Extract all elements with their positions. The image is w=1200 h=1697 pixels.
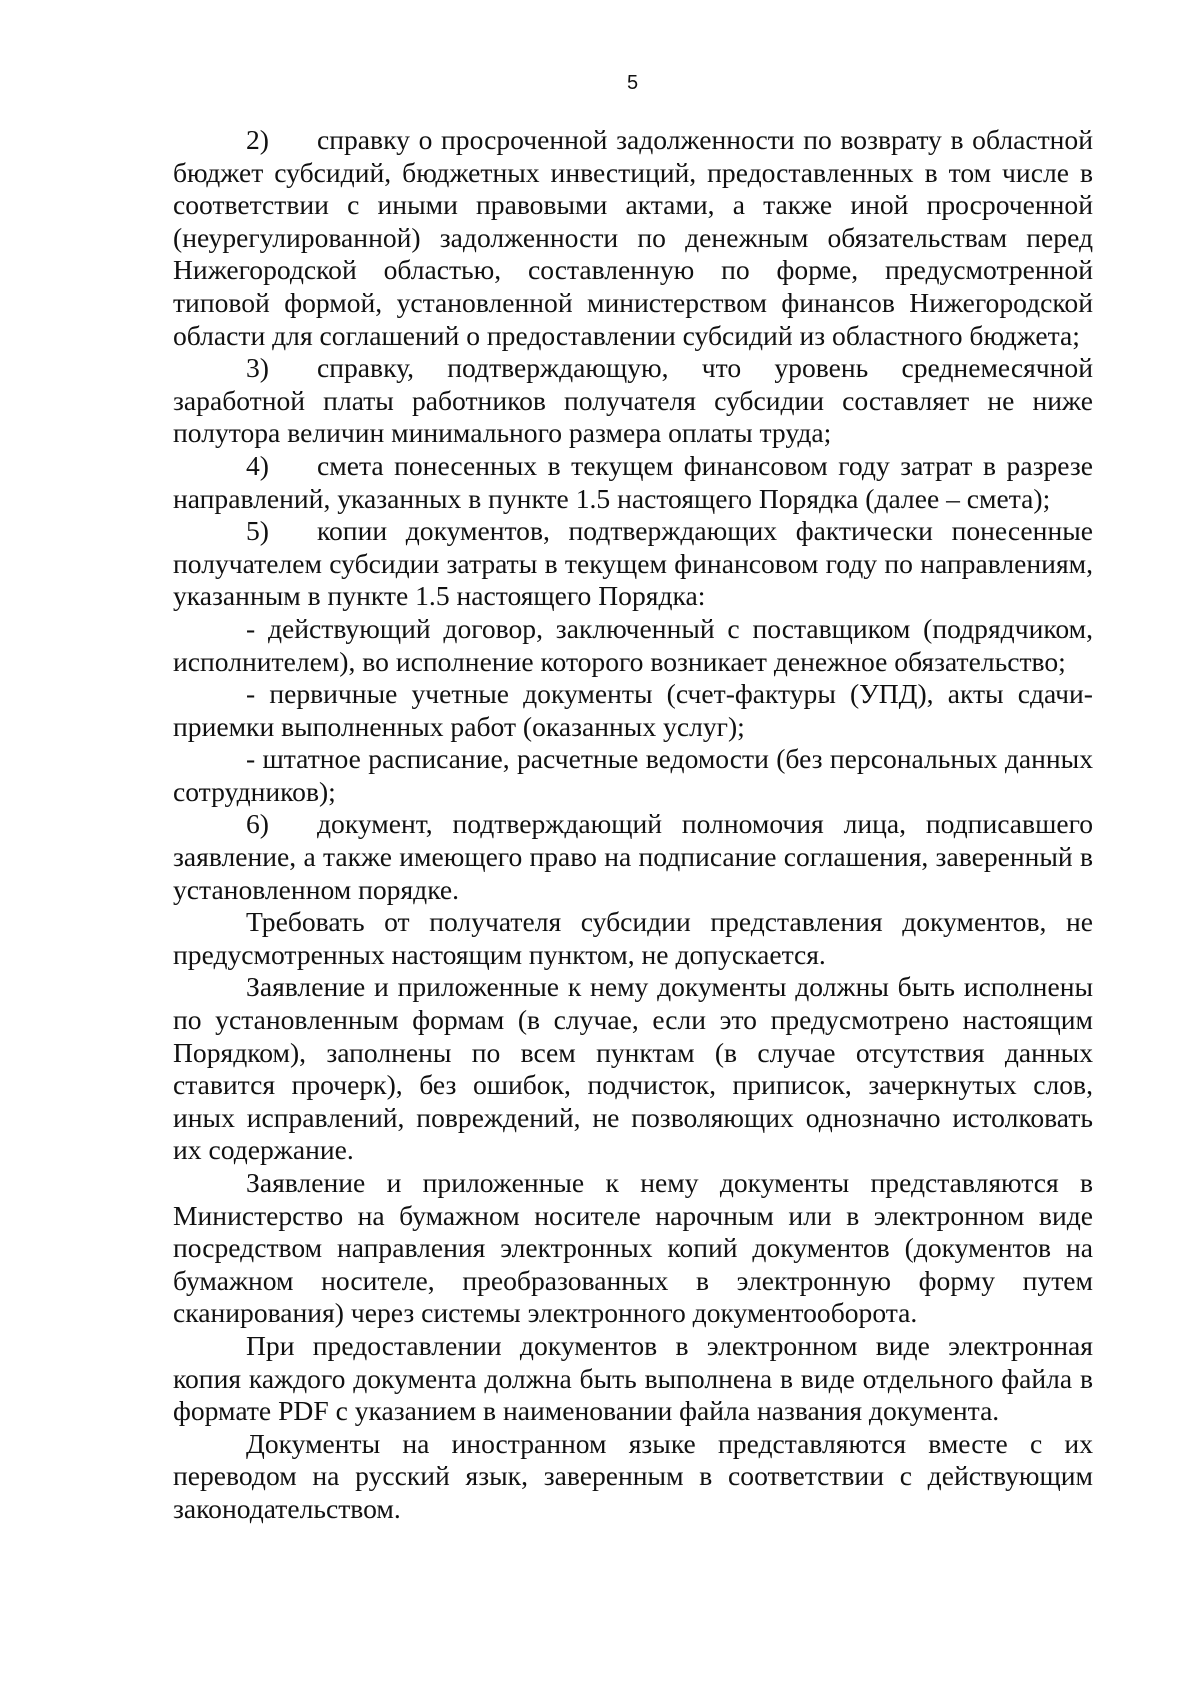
list-item-number: 2) xyxy=(246,124,269,155)
paragraph-electronic-format: При предоставлении документов в электронном виде электронная копия каждого документа должна быть выполнена в виде отдельного файла в формате PDF с указанием в наименовании файла названия документа. xyxy=(173,1329,1093,1427)
list-item-text: копии документов, подтверждающих фактически понесенные получателем субсидии затраты в текущем финансовом году по направлениям, указанным в пункте 1.5 настоящего Порядка: xyxy=(173,515,1093,612)
list-item-number: 4) xyxy=(246,449,269,481)
list-item-number: 6) xyxy=(246,808,269,840)
list-item-4 xyxy=(173,450,1093,515)
paragraph-foreign-language: Документы на иностранном языке представляются вместе с их переводом на русский язык, заверенным в соответствии с действующим законодательством. xyxy=(173,1427,1093,1524)
list-item-number: 5) xyxy=(246,515,269,547)
list-item-text: смета понесенных в текущем финансовом году затрат в разрезе направлений, указанных в пункте 1.5 настоящего Порядка (далее – смета); xyxy=(173,449,1093,514)
list-item-text: справку о просроченной задолженности по возврату в областной бюджет субсидий, бюджетных инвестиций, предоставленных в том числе в соответствии с иными правовыми актами, а также иной просроченной (неурегулированной) задолженности по денежным обязательствам перед Нижегородской областью, составленную по форме, предусмотренной типовой формой, установленной министерством финансов Нижегородской области для соглашений о предоставлении субсидий из областного бюджета; xyxy=(173,124,1093,351)
paragraph-form-requirements: Заявление и приложенные к нему документы должны быть исполнены по установленным формам (в случае, если это предусмотрено настоящим Порядком), заполнены по всем пунктам (в случае отсутствия данных ставится прочерк), без ошибок, подчисток, приписок, зачеркнутых слов, иных исправлений, повреждений, не позволяющих однозначно истолковать их содержание. xyxy=(173,971,1093,1166)
page-number: 5 xyxy=(626,72,639,94)
dash-item-contract: - действующий договор, заключенный с поставщиком (подрядчиком, исполнителем), во исполнение которого возникает денежное обязательство; xyxy=(173,612,1093,677)
list-item-3 xyxy=(173,352,1093,450)
list-item-6 xyxy=(173,808,1093,906)
dash-item-staff-schedule: - штатное расписание, расчетные ведомости (без персональных данных сотрудников); xyxy=(173,743,1093,807)
paragraph-submission-method: Заявление и приложенные к нему документы представляются в Министерство на бумажном носителе нарочным или в электронном виде посредством направления электронных копий документов (документов на бумажном носителе, преобразованных в электронную форму путем сканирования) через системы электронного документооборота. xyxy=(173,1167,1093,1329)
list-item-text: документ, подтверждающий полномочия лица, подписавшего заявление, а также имеющего право на подписание соглашения, заверенный в установленном порядке. xyxy=(173,808,1093,905)
paragraph-no-extra-documents: Требовать от получателя субсидии представления документов, не предусмотренных настоящим пунктом, не допускается. xyxy=(173,906,1093,970)
document-body xyxy=(173,124,1093,1526)
list-item-text: справку, подтверждающую, что уровень среднемесячной заработной платы работников получателя субсидии составляет не ниже полутора величин минимального размера оплаты труда; xyxy=(173,352,1093,449)
list-item-number: 3) xyxy=(246,352,269,384)
dash-item-primary-documents: - первичные учетные документы (счет-фактуры (УПД), акты сдачи-приемки выполненных работ (оказанных услуг); xyxy=(173,678,1093,742)
list-item-5 xyxy=(173,515,1093,613)
list-item-2 xyxy=(173,124,1093,352)
